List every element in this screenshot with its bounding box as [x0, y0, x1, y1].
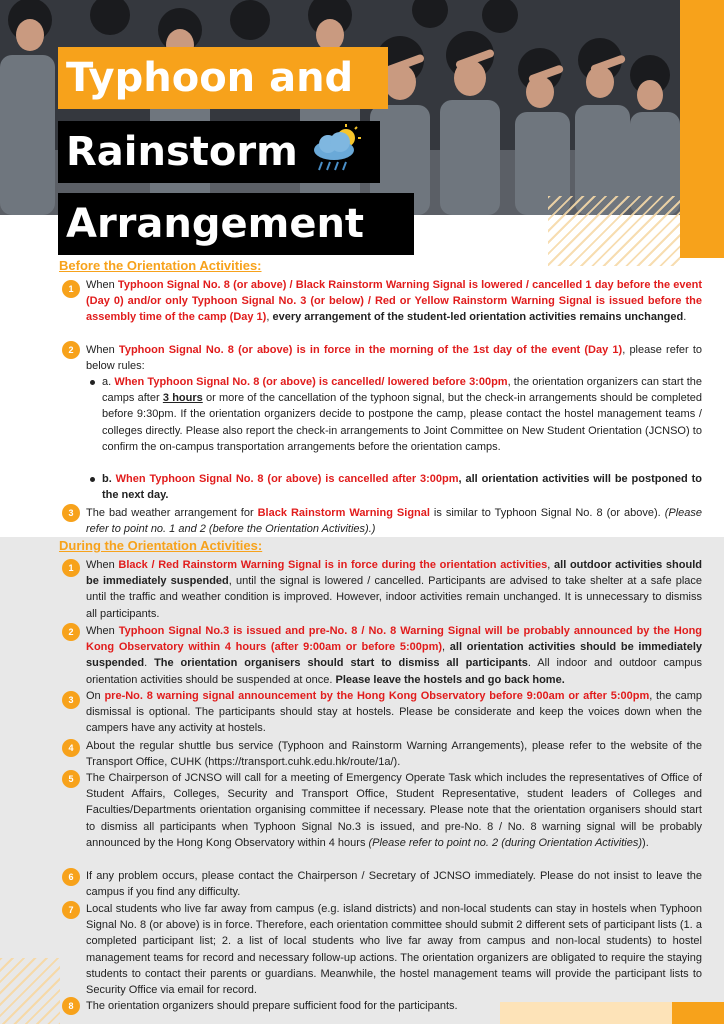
- during-num-5: 5: [62, 770, 80, 788]
- orange-side-bar: [680, 0, 724, 258]
- during-item-7: Local students who live far away from campus (e.g. island districts) and non-local students can stay in hostels when Typhoon Signal No. 8 (or above) is in force. Therefore, each orientation committee should submit 2 different sets of participant lists (1. a completed participant list; 2. a list of local students who live far away from campus and non-local students) to hostel management teams for record and necessary follow-up actions. The orientation organizers are obligated to require the staying students to contact their parents or guardians. Meanwhile, the hostel management teams will provide the participant lists to Security Office via email for record.: [86, 903, 702, 997]
- before-item-3: The bad weather arrangement for Black Rainstorm Warning Signal is similar to Typhoon Signal No. 8 (or above). (Please refer to point no. 1 and 2 (before the Orientation Activities).): [86, 507, 702, 536]
- during-num-7: 7: [62, 901, 80, 919]
- during-num-1: 1: [62, 559, 80, 577]
- before-item-2a: a. When Typhoon Signal No. 8 (or above) is cancelled/ lowered before 3:00pm, the orientation organizers can start the camps after 3 hours or more of the cancellation of the typhoon signal, but the check-in arrangements should be completed before 9:30pm. If the orientation organizers decide to postpone the camp, please contact the hostel management teams / colleges directly. Please also report the check-in arrangements to Joint Committee on New Student Orientation (JCNSO) to confirm the on-campus transportation arrangements before the orientation camps.: [102, 376, 702, 453]
- decorative-stripes-bottom: [0, 958, 60, 1024]
- during-item-6: If any problem occurs, please contact the Chairperson / Secretary of JCNSO immediately. Please do not insist to leave the campus if you find any difficulty.: [86, 870, 702, 899]
- during-item-3: On pre-No. 8 warning signal announcement by the Hong Kong Observatory before 9:00am or after 5:00pm, the camp dismissal is optional. The participants should stay at hostels. Please be considerate and keep the voices down when the campers have any activity at hostels.: [86, 690, 703, 735]
- before-heading: Before the Orientation Activities:: [59, 258, 262, 273]
- bullet-a: [90, 380, 95, 385]
- before-num-2: 2: [62, 341, 80, 359]
- title-line-3: Arrangement: [58, 193, 414, 255]
- during-item-1: When Black / Red Rainstorm Warning Signal is in force during the orientation activities, all outdoor activities should be immediately suspended, until the signal is lowered / cancelled. Participants are advised to take shelter at a safe place until the traffic and weather condition is improved. However, indoor activities remain unchanged. It is unnecessary to dismiss all participants.: [86, 559, 703, 620]
- rain-cloud-icon: [308, 124, 364, 174]
- before-num-3: 3: [62, 504, 80, 522]
- before-item-2b: b. When Typhoon Signal No. 8 (or above) is cancelled after 3:00pm, all orientation activities will be postponed to the next day.: [102, 473, 702, 502]
- during-num-8: 8: [62, 997, 80, 1015]
- during-item-5: The Chairperson of JCNSO will call for a meeting of Emergency Operate Task which includes the representatives of Office of Student Affairs, Colleges, Security and Transport Office, Student Representative, student leaders of Colleges and Faculties/Departments orientation organising committee if necessary. Please note that the orientation organisers should start to dismiss all participants when Typhoon Signal No.3 is issued, and pre-No. 8 / No. 8 warning signal will be probably announced by the Hong Kong Observatory within 4 hours (Please refer to point no. 2 (during Orientation Activities)).: [86, 772, 702, 849]
- before-item-2: When Typhoon Signal No. 8 (or above) is in force in the morning of the 1st day of the event (Day 1), please refer to below rules:: [86, 344, 703, 373]
- during-item-2: When Typhoon Signal No.3 is issued and pre-No. 8 / No. 8 Warning Signal will be probably announced by the Hong Kong Observatory within 4 hours (after 9:00am or before 5:00pm), all orientation activities should be immediately suspended. The orientation organisers should start to dismiss all participants. All indoor and outdoor campus orientation activities should be suspended at once. Please leave the hostels and go back home.: [86, 625, 703, 686]
- during-item-4: About the regular shuttle bus service (Typhoon and Rainstorm Warning Arrangements), please refer to the website of the Transport Office, CUHK (https://transport.cuhk.edu.hk/route/1a/).: [86, 740, 702, 769]
- during-num-2: 2: [62, 623, 80, 641]
- during-heading: During the Orientation Activities:: [59, 538, 263, 553]
- during-num-4: 4: [62, 739, 80, 757]
- before-item-1: When Typhoon Signal No. 8 (or above) / Black Rainstorm Warning Signal is lowered / cancelled 1 day before the event (Day 0) and/or only Typhoon Signal No. 3 (or below) / Red or Yellow Rainstorm Warning Signal is issued before the assembly time of the camp (Day 1), every arrangement of the student-led orientation activities remains unchanged.: [86, 279, 703, 324]
- during-num-6: 6: [62, 868, 80, 886]
- title-line-2: Rainstorm: [58, 121, 380, 183]
- title-line-1: Typhoon and: [58, 47, 388, 109]
- decorative-stripes: [548, 196, 680, 266]
- during-item-8: The orientation organizers should prepare sufficient food for the participants.: [86, 1000, 458, 1012]
- bullet-b: [90, 477, 95, 482]
- before-num-1: 1: [62, 280, 80, 298]
- during-num-3: 3: [62, 691, 80, 709]
